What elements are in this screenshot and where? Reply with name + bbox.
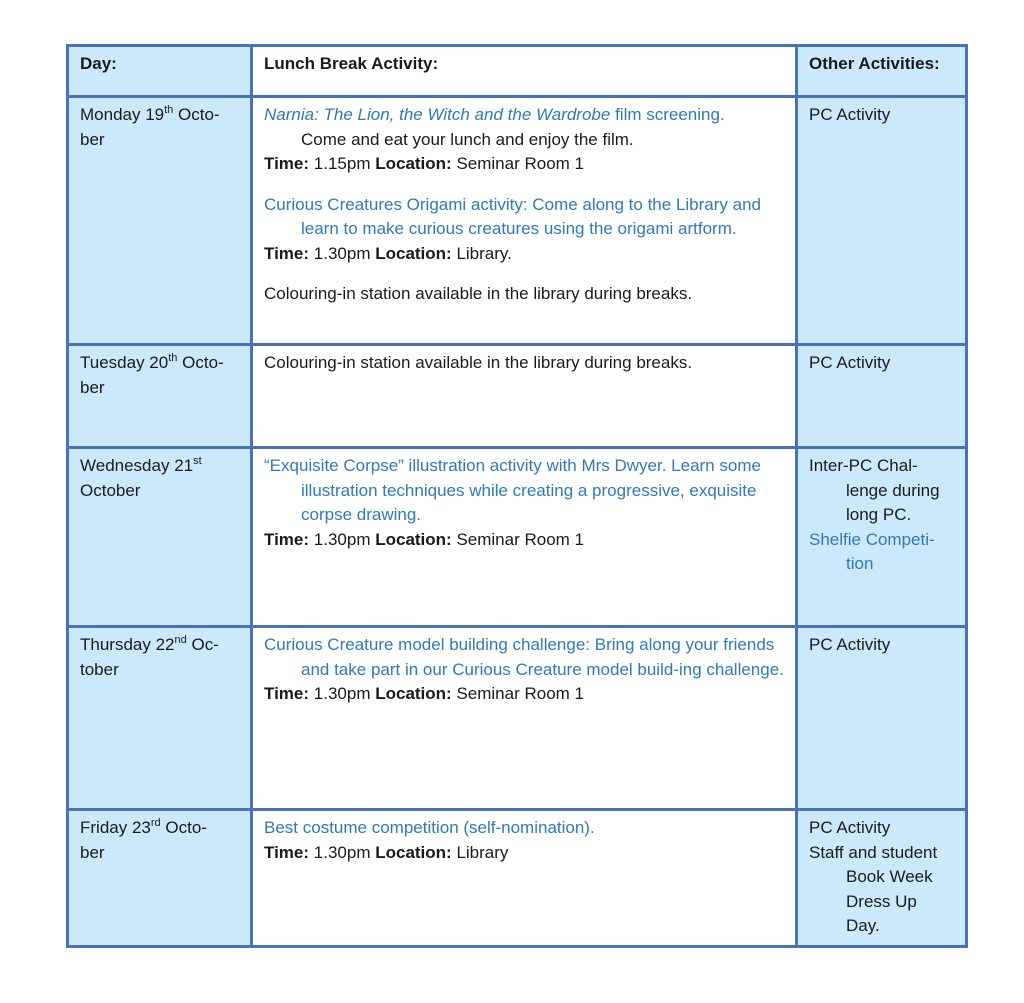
location-value: Seminar Room 1 [456, 154, 585, 173]
day-month-continued: tober [80, 659, 119, 679]
day-cell [68, 97, 252, 345]
other-activity: PC Activity [809, 635, 891, 654]
origami-activity: Curious Creatures Origami activity: Come along to the Library and learn to make curious creatures using the origami artform. [264, 194, 761, 238]
book-week-schedule-table [66, 44, 968, 948]
location-value: Library. [456, 243, 512, 263]
other-activities-cell [797, 810, 967, 947]
other-activity: PC Activity [809, 353, 891, 372]
model-time-location [264, 682, 785, 707]
table-row-monday [68, 97, 967, 345]
costume-competition: Best costume competition (self-nomination). [264, 818, 595, 837]
other-activity: Inter-PC Chal-lenge during long PC. [809, 456, 940, 524]
lunch-activity-cell [252, 810, 797, 947]
day-cell [68, 810, 252, 947]
table-row-wednesday [68, 448, 967, 627]
narnia-description: Come and eat your lunch and enjoy the film. [301, 129, 634, 149]
header-row [68, 46, 967, 97]
day-cell [68, 448, 252, 627]
day-ordinal: st [193, 455, 202, 467]
lunch-activity-cell [252, 448, 797, 627]
other-activities-cell [797, 345, 967, 448]
day-ordinal: th [168, 352, 178, 364]
origami-time-location [264, 242, 785, 267]
day-label [80, 454, 240, 479]
other-activities-column-header: Other Activities: [797, 46, 967, 97]
location-value: Seminar Room 1 [456, 529, 585, 549]
exquisite-corpse-activity: “Exquisite Corpse” illustration activity with Mrs Dwyer. Learn some illustration techniques while creating a progressive, exquisite corpse drawing. [264, 456, 761, 524]
day-label [80, 633, 240, 658]
narnia-film-title: Narnia: The Lion, the Witch and the Wardrobe [264, 105, 611, 124]
table-row-tuesday [68, 345, 967, 448]
time-value: 1.30pm [313, 529, 371, 549]
day-name: Tuesday 20 [80, 353, 169, 372]
time-value: 1.30pm [313, 842, 371, 862]
day-month-continued: ber [80, 377, 105, 397]
time-label: Time: [264, 529, 310, 549]
day-month-continued: October [80, 480, 141, 500]
day-month-part: Octo- [160, 818, 207, 837]
day-cell [68, 345, 252, 448]
time-label: Time: [264, 243, 310, 263]
location-label: Location: [375, 842, 452, 862]
location-value: Library [456, 842, 509, 862]
day-name: Friday 23 [80, 818, 151, 837]
time-value: 1.30pm [313, 684, 371, 703]
day-name: Wednesday 21 [80, 456, 194, 475]
colouring-station-note: Colouring-in station available in the library during breaks. [264, 284, 693, 303]
day-month-part: Octo- [173, 105, 220, 124]
lunch-activity-cell [252, 627, 797, 810]
other-activity: PC Activity [809, 818, 891, 837]
location-label: Location: [375, 684, 452, 703]
other-activities-cell [797, 448, 967, 627]
time-value: 1.15pm [313, 154, 371, 173]
other-activity-dress-up: Staff and student Book Week Dress Up Day. [809, 842, 938, 935]
location-label: Location: [375, 154, 452, 173]
lunch-activity-cell [252, 345, 797, 448]
time-value: 1.30pm [313, 243, 371, 263]
day-label [80, 103, 240, 128]
location-value: Seminar Room 1 [456, 684, 585, 703]
day-month-part: Octo- [177, 353, 224, 372]
other-activity-shelfie: Shelfie Competi-tion [809, 529, 935, 573]
lunch-activity-column-header: Lunch Break Activity: [252, 46, 797, 97]
lunch-activity-cell [252, 97, 797, 345]
costume-time-location [264, 841, 785, 866]
narnia-screening [264, 103, 785, 152]
time-label: Time: [264, 154, 310, 173]
day-label [80, 816, 240, 841]
model-building-activity: Curious Creature model building challenge: Bring along your friends and take part in our Curious Creature model build-ing challenge. [264, 635, 784, 679]
day-label [80, 351, 240, 376]
narnia-screening-label: film screening. [610, 105, 725, 124]
table-row-thursday [68, 627, 967, 810]
time-label: Time: [264, 684, 310, 703]
other-activities-cell [797, 97, 967, 345]
day-month-continued: ber [80, 129, 105, 149]
day-ordinal: th [164, 104, 174, 116]
other-activities-cell [797, 627, 967, 810]
location-label: Location: [375, 529, 452, 549]
time-label: Time: [264, 842, 310, 862]
day-month-part: Oc- [186, 635, 219, 654]
day-ordinal: nd [174, 634, 187, 646]
other-activity: PC Activity [809, 105, 891, 124]
day-month-continued: ber [80, 842, 105, 862]
corpse-time-location [264, 528, 785, 553]
day-name: Monday 19 [80, 105, 165, 124]
day-name: Thursday 22 [80, 635, 175, 654]
day-ordinal: rd [150, 817, 161, 829]
table-row-friday [68, 810, 967, 947]
day-column-header: Day: [68, 46, 252, 97]
day-cell [68, 627, 252, 810]
narnia-time-location [264, 152, 785, 177]
location-label: Location: [375, 243, 452, 263]
colouring-station-note: Colouring-in station available in the library during breaks. [264, 353, 693, 372]
